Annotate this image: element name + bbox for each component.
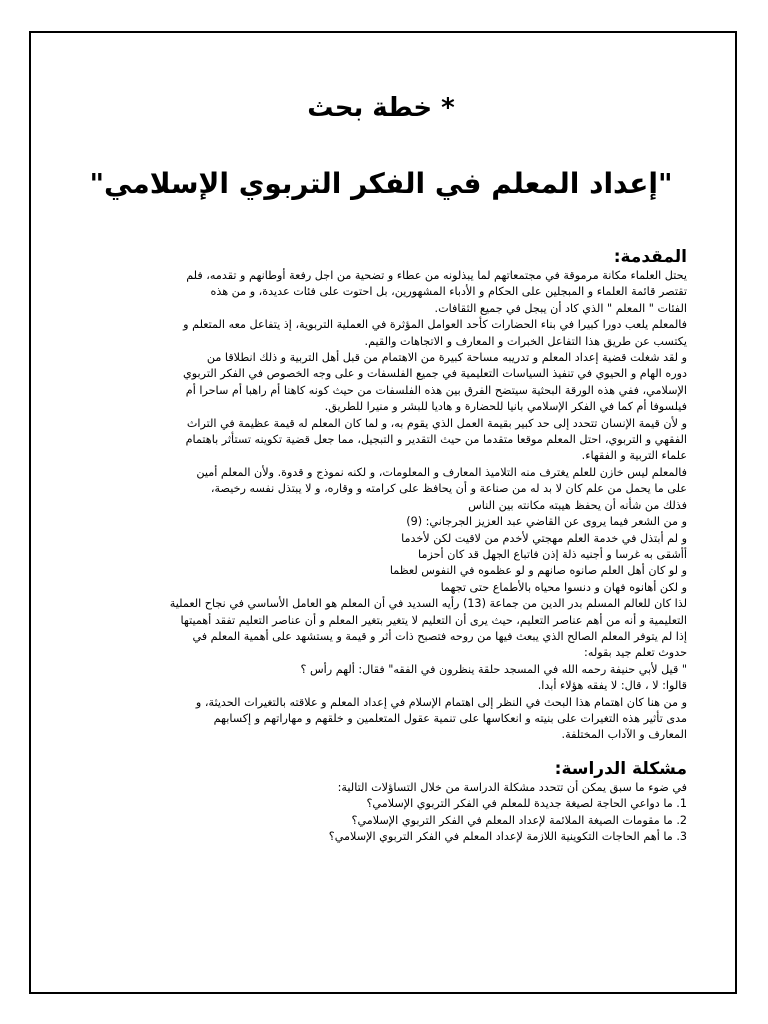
intro-line: يحتل العلماء مكانة مرموقة في مجتمعاتهم لما يبذلونه من عطاء و تضحية من اجل رفعة أوطانهم و تقدمه، فلم <box>186 269 687 282</box>
poem-intro-line: و من الشعر فيما يروى عن القاضي عبد العزيز الجرجاني: (9) <box>406 515 687 529</box>
quote-line: " قيل لأبي حنيفة رحمه الله في المسجد حلقة ينظرون في الفقه" فقال: ألهم رأس ؟ <box>300 662 687 676</box>
research-plan-title: * خطة بحث <box>307 93 455 123</box>
poem-verse: أأشقى به غرسا و أجنيه ذلة إذن فاتباع الجهل قد كان أحزما <box>418 547 687 561</box>
intro-line: فالمعلم ليس خازن للعلم يغترف منه التلاميذ المعارف و المعلومات، و لكنه نموذج و قدوة. ولأن المعلم أمين <box>196 465 687 479</box>
problem-list <box>75 780 687 846</box>
intro-line: التعليمية و أنه من أهم عناصر التعليم، حيث يرى أن التعليم لا يتغير بتغير المعلم و أن عناصر التعليم تفقد أهميتها <box>180 613 687 627</box>
intro-line: إذا لم يتوفر المعلم الصالح الذي يبعث فيها من روحه فتصبح ذات أثر و قيمة و يستشهد على أهمية المعلم في <box>192 629 687 643</box>
intro-line: و لأن قيمة الإنسان تتحدد إلى حد كبير بقيمة العمل الذي يقوم به، و لما كان المعلم له قيمة عظيمة في التراث <box>186 416 687 430</box>
intro-paragraphs <box>75 268 687 744</box>
intro-line: لذا كان للعالم المسلم بدر الدين من جماعة (13) رأيه السديد في أن المعلم هو العامل الأساسي في نجاح العملية <box>169 597 687 611</box>
poem-verse: و لم أبتذل في خدمة العلم مهجتي لأخدم من لاقيت لكن لأخدما <box>401 531 687 545</box>
intro-line: و لقد شغلت قضية إعداد المعلم و تدريبه مساحة كبيرة من الاهتمام من قبل أهل التربية و ذلك انطلاقا من <box>206 351 687 365</box>
intro-heading: المقدمة: <box>613 247 687 267</box>
intro-line: المعارف و الآداب المختلفة. <box>561 728 687 742</box>
research-main-title: "إعداد المعلم في الفكر التربوي الإسلامي" <box>89 167 673 200</box>
intro-line: دوره الهام و الحيوي في تنفيذ السياسات التعليمية في جميع الفلسفات و على وجه الخصوص في الفكر التربوي <box>183 367 687 381</box>
problem-question: 2. ما مقومات الصيغة الملائمة لإعداد المعلم في الفكر التربوي الإسلامي؟ <box>351 813 687 827</box>
intro-line: فيلسوفا أم كما في الفكر الإسلامي بانيا للحضارة و هاديا للبشر و منيرا للطريق. <box>324 400 687 414</box>
problem-question: 1. ما دواعي الحاجة لصيغة جديدة للمعلم في الفكر التربوي الإسلامي؟ <box>366 797 687 811</box>
intro-line: و من هنا كان اهتمام هذا البحث في النظر إلى اهتمام الإسلام في إعداد المعلم و علاقته بالتغيرات الحديثة، و <box>195 695 687 709</box>
intro-line: حدوث تعلم جيد بقوله: <box>584 646 687 660</box>
intro-line: الفقهي و التربوي، احتل المعلم موقعا متقدما من حيث التقدير و التبجيل، مما جعل قضية تكوينه تستأثر باهتمام <box>185 433 687 447</box>
intro-line: فالمعلم يلعب دورا كبيرا في بناء الحضارات كأحد العوامل المؤثرة في العملية التربوية، إذ يتفاعل معه المتعلم و <box>183 318 687 332</box>
intro-line: الإسلامي، ففي هذه الورقة البحثية سيتضح الفرق بين هذه الفلسفات من حيث كونه كاهنا أم راهبا أم ساحرا أم <box>185 383 687 397</box>
intro-line: يكتسب عن طريق هذا التفاعل الخبرات و المعارف و الاتجاهات والقيم. <box>364 334 687 348</box>
intro-line: علماء التربية و الفقهاء. <box>581 449 687 463</box>
intro-line: على ما يحمل من علم كان لا بد له من صناعة و أن يحافظ على كرامته و وقاره، و لا يبتذل نفسه رخيصة، <box>210 482 687 496</box>
problem-intro-line: في ضوء ما سبق يمكن أن تتحدد مشكلة الدراسة من خلال التساؤلات التالية: <box>337 780 687 794</box>
poem-verse: و لكن أهانوه فهان و دنسوا محياه بالأطماع حتى تجهما <box>440 580 687 594</box>
intro-line: مدى تأثير هذه التغيرات على بنيته و انعكاسها على تنمية عقول المتعلمين و خلقهم و مهاراتهم و إكسابهم <box>213 711 687 725</box>
document-body <box>75 80 687 845</box>
problem-heading: مشكلة الدراسة: <box>554 758 687 779</box>
intro-line: فذلك من شأنه أن يحفظ هيبته مكانته بين الناس <box>468 498 687 512</box>
problem-question: 3. ما أهم الحاجات التكوينية اللازمة لإعداد المعلم في الفكر التربوي الإسلامي؟ <box>328 830 687 843</box>
intro-line: تقتصر قائمة العلماء و المبجلين على الحكام و الأدباء المشهورين، بل احتوت على فئات عديدة، و من هذه <box>210 285 687 299</box>
intro-line: الفئات " المعلم " الذي كاد أن يبجل في جميع الثقافات. <box>434 301 687 315</box>
quote-line: قالوا: لا ، قال: لا يفقه هؤلاء أبدا. <box>537 679 687 693</box>
poem-verse: و لو كان أهل العلم صانوه صانهم و لو عظموه في النفوس لعظما <box>389 564 687 578</box>
